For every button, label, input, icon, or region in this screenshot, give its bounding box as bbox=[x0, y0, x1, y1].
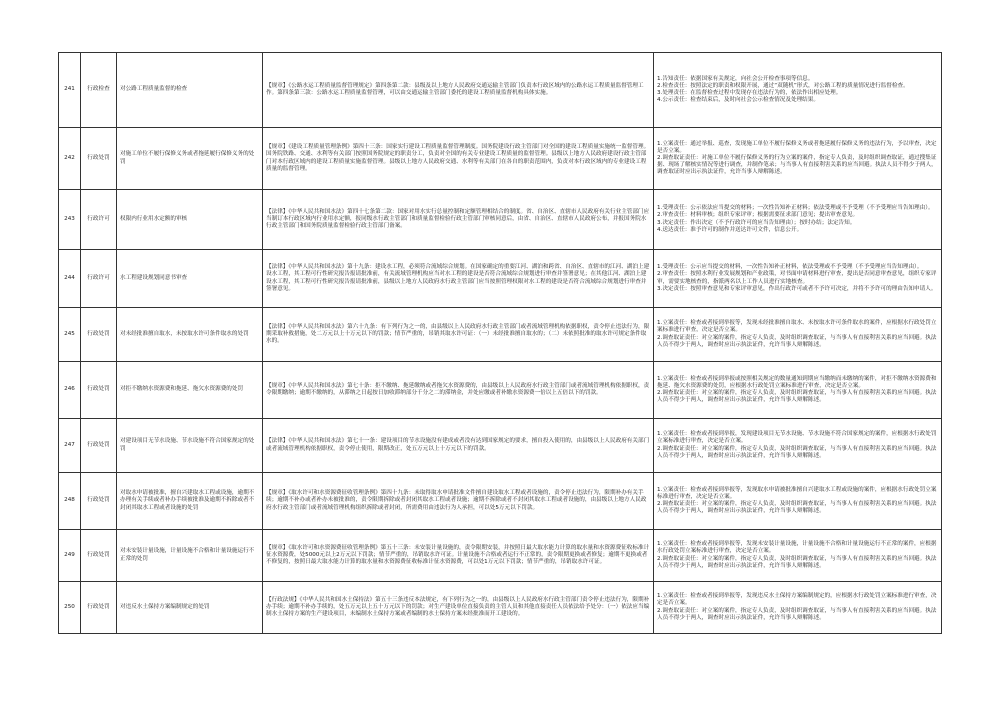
responsibility-items bbox=[654, 362, 942, 419]
item-name: 水工程建设规划同意书审查 bbox=[117, 250, 263, 308]
table-row bbox=[59, 473, 942, 530]
row-number: 241 bbox=[59, 53, 81, 128]
responsibility-line: 4.公示责任：检查结束后，及时向社会公示检查情况及处理结果。 bbox=[657, 97, 819, 104]
legal-basis: 【规章】《中华人民共和国水法》第七十条：拒不缴纳、拖延缴纳或者拖欠水资源费的，由县级以上人民政府水行政主管部门或者流域管理机构依据职权，责令限期缴纳；逾期不缴纳的，从滞纳之日起按日加收滞纳部分千分之二的滞纳金，并处应缴或者补缴水资源费一倍以上五倍以下的罚款。 bbox=[263, 362, 654, 419]
table-row bbox=[59, 308, 942, 362]
table-row bbox=[59, 362, 942, 419]
item-type: 行政检查 bbox=[81, 53, 117, 128]
item-type: 行政处罚 bbox=[81, 308, 117, 362]
item-type: 行政处罚 bbox=[81, 473, 117, 530]
responsibility-line: 2.调查取证责任：对立案的案件，指定专人负责，及时组织调查取证，与当事人有直接利害关系的应当回避。执法人员不得少于两人，调查时应出示执法证件，允许当事人辩解陈述。 bbox=[657, 334, 937, 348]
legal-basis: 【规章】《建设工程质量管理条例》第四十三条：国家实行建设工程质量监督管理制度。国务院建设行政主管部门对全国的建设工程质量实施统一监督管理。国务院铁路、交通、水利等有关部门按照国务院规定的职责分工，负责对全国的有关专业建设工程质量的监督管理。县级以上地方人民政府建设行政主管部门对本行政区域内的建设工程质量实施监督管理。县级以上地方人民政府交通、水利等有关部门在各自的职责范围内，负责对本行政区域内的专业建设工程质量的监督管理。 bbox=[263, 128, 654, 190]
legal-basis: 【法律】《中华人民共和国水法》第六十九条：有下列行为之一的，由县级以上人民政府水行政主管部门或者流域管理机构依据职权，责令停止违法行为，限期采取补救措施，处二万元以上十万元以下的罚款；情节严重的，吊销其取水许可证：（一）未经批准擅自取水的；（二）未依照批准的取水许可规定条件取水的。 bbox=[263, 308, 654, 362]
responsibility-line: 1.立案责任：检查或者接到举报等，发现违反水土保持方案编制规定的，应根据水行政处罚立案标准进行审查，决定是否立案。 bbox=[657, 593, 937, 607]
responsibility-items bbox=[654, 582, 942, 634]
table-body bbox=[59, 53, 942, 634]
legal-basis: 【规章】《取水许可和水资源费征收管理条例》第四十九条：未取得取水申请批准文件擅自建设取水工程或者设施的，责令停止违法行为，限期补办有关手续；逾期不补办或者补办未被批准的，责令限期拆除或者封闭其取水工程或者设施；逾期不拆除或者不封闭其取水工程或者设施的，由县级以上地方人民政府水行政主管部门或者流域管理机构组织拆除或者封闭，所需费用由违法行为人承担，可以处5万元以下罚款。 bbox=[263, 473, 654, 530]
responsibility-items bbox=[654, 250, 942, 308]
responsibility-items bbox=[654, 473, 942, 530]
responsibility-line: 2.调查取证责任：对立案的案件，指定专人负责，及时组织调查取证，与当事人有直接利害关系的应当回避。执法人员不得少于两人，调查时应出示执法证件，允许当事人辩解陈述。 bbox=[657, 555, 937, 569]
row-number: 246 bbox=[59, 362, 81, 419]
table-row bbox=[59, 419, 942, 473]
item-name: 对拒不缴纳水资源费和拖延、拖欠水资源费的处罚 bbox=[117, 362, 263, 419]
responsibility-line: 2.调查取证责任：对立案的案件，指定专人负责，及时组织调查取证，与当事人有直接利害关系的应当回避。执法人员不得少于两人，调查时应出示执法证件，允许当事人辩解陈述。 bbox=[657, 501, 937, 515]
item-name: 对未经批准擅自取水，未按取水许可条件取水的处罚 bbox=[117, 308, 263, 362]
item-type: 行政处罚 bbox=[81, 128, 117, 190]
item-name: 对建设项目无节水设施、节水设施不符合国家规定的处罚 bbox=[117, 419, 263, 473]
item-name: 对施工单位不履行保修义务或者拖延履行保修义务的处罚 bbox=[117, 128, 263, 190]
table-row bbox=[59, 582, 942, 634]
row-number: 250 bbox=[59, 582, 81, 634]
table-row bbox=[59, 190, 942, 250]
row-number: 248 bbox=[59, 473, 81, 530]
item-type: 行政许可 bbox=[81, 250, 117, 308]
responsibility-line: 3.决定责任：作出决定（不予行政许可的应当告知理由）；按时办结；法定告知。 bbox=[657, 219, 856, 226]
responsibility-line: 1.告知责任：依据国家有关规定，向社会公开检查事项等信息。 bbox=[657, 75, 814, 82]
responsibility-line: 2.审查责任：材料审核；组织专家评审；根据需要征求部门意见；提出审查意见。 bbox=[657, 212, 859, 219]
item-type: 行政处罚 bbox=[81, 530, 117, 582]
row-number: 244 bbox=[59, 250, 81, 308]
item-name: 权限内行业用水定额的审核 bbox=[117, 190, 263, 250]
responsibility-line: 2.检查责任：按照法定的职责和权限开展，通过“双随机”形式，对公路工程的质量情况进行监督检查。 bbox=[657, 82, 909, 89]
legal-basis: 【法律】《中华人民共和国水法》第四十七条第二款：国家对用水实行总量控制和定额管理相结合的制度。省、自治区、直辖市人民政府有关行业主管部门应当制订本行政区域内行业用水定额，报同级水行政主管部门和质量监督检验行政主管部门审核同意后，由省、自治区、直辖市人民政府公布，并报国务院水行政主管部门和国务院质量监督检验行政主管部门备案。 bbox=[263, 190, 654, 250]
item-type: 行政处罚 bbox=[81, 419, 117, 473]
responsibility-line: 2.调查取证责任：对施工单位不履行保修义务的行为立案的案件，指定专人负责，及时组织调查取证，通过搜集证据、现场了解核实情况等进行调查，并制作笔录；与当事人有直接利害关系的应当回避。执法人员不得少于两人，调查取证时应出示执法证件，允许当事人辩解陈述。 bbox=[657, 154, 937, 176]
responsibility-line: 2.调查取证责任：对立案的案件，指定专人负责，及时组织调查取证，与当事人有直接利害关系的应当回避。执法人员不得少于两人，调查时应出示执法证件，允许当事人辩解陈述。 bbox=[657, 445, 937, 459]
row-number: 245 bbox=[59, 308, 81, 362]
responsibility-line: 1.立案责任：检查或者接到举报等，发现取水申请被批准擅自兴建取水工程或设施的案件，应根据水行政处罚立案标准进行审查，决定是否立案。 bbox=[657, 486, 937, 500]
table-row bbox=[59, 53, 942, 128]
item-type: 行政许可 bbox=[81, 190, 117, 250]
legal-basis: 【法律】《中华人民共和国水法》第十九条：建设水工程，必须符合流域综合规划。在国家确定的重要江河、湖泊和跨省、自治区、直辖市的江河、湖泊上建设水工程，其工程可行性研究报告报请批准前，有关流域管理机构应当对水工程的建设是否符合流域综合规划进行审查并签署意见；在其他江河、湖泊上建设水工程，其工程可行性研究报告报请批准前，县级以上地方人民政府水行政主管部门应当按照管理权限对水工程的建设是否符合流域综合规划进行审查并签署意见。 bbox=[263, 250, 654, 308]
responsibility-line: 1.立案责任：检查或者接到举报等，发现未经批准擅自取水、未按取水许可条件取水的案件，应根据水行政处罚立案标准进行审查，决定是否立案。 bbox=[657, 320, 937, 334]
item-type: 行政处罚 bbox=[81, 582, 117, 634]
responsibility-items bbox=[654, 53, 942, 128]
responsibility-line: 3.处理责任：在监督检查过程中发现存在违法行为的，依法作出相应处理。 bbox=[657, 90, 842, 96]
item-name: 对公路工程质量监督的检查 bbox=[117, 53, 263, 128]
responsibility-line: 1.受理责任：公示应当提交的材料，一次性告知补正材料，依法受理或不予受理（不予受理应当告知理由）。 bbox=[657, 264, 923, 271]
row-number: 247 bbox=[59, 419, 81, 473]
responsibility-line: 1.立案责任：通过举报、巡查，发现施工单位不履行保修义务或者拖延履行保修义务的违法行为，予以审查，决定是否立案。 bbox=[657, 140, 937, 154]
legal-basis: 【法律】《中华人民共和国水法》第七十一条：建设项目的节水设施没有建成或者没有达到国家规定的要求，擅自投入使用的，由县级以上人民政府有关部门或者流域管理机构依据职权，责令停止使用，限期改正，处五万元以上十万元以下的罚款。 bbox=[263, 419, 654, 473]
table-row bbox=[59, 530, 942, 582]
responsibility-line: 1.立案责任：检查或者接到举报等，发现未安装计量设施，计量设施不合格和计量设施运行不正常的案件，应根据水行政处罚立案标准进行审查，决定是否立案。 bbox=[657, 541, 937, 555]
responsibility-line: 1.立案责任：检查或者接到举报，发现建设项目无节水设施、节水设施不符合国家规定的案件，应根据水行政处罚立案标准进行审查，决定是否立案。 bbox=[657, 431, 937, 445]
legal-basis: 【行政法规】《中华人民共和国水土保持法》第五十三条违反本法规定，有下列行为之一的，由县级以上人民政府水行政主管部门责令停止违法行为，限期补办手续；逾期不补办手续的，处五万元以上五十万元以下的罚款；对生产建设单位直接负责的主管人员和其他直接责任人员依法给予处分：（一）依法应当编制水土保持方案的生产建设项目，未编制水土保持方案或者编制的水土保持方案未经批准而开工建设的。 bbox=[263, 582, 654, 634]
legal-basis: 【规章】《取水许可和水资源费征收管理条例》第五十三条：未安装计量设施的，责令限期安装，并按照日最大取水能力计算的取水量和水资源费征收标准计征水资源费，处5000元以上2万元以下罚款；情节严重的，吊销取水许可证。计量设施不合格或者运行不正常的，责令限期更换或者修复；逾期不更换或者不修复的，按照日最大取水能力计算的取水量和水资源费征收标准计征水资源费，可以处1万元以下罚款；情节严重的，吊销取水许可证。 bbox=[263, 530, 654, 582]
table-row bbox=[59, 250, 942, 308]
responsibility-items bbox=[654, 308, 942, 362]
legal-basis: 【规章】《公路水运工程质量监督管理规定》第四条第二款：县级及以上地方人民政府交通运输主管部门负责本行政区域内的公路水运工程质量监督管理工作。第四条第三款：公路水运工程质量监督管理，可以由交通运输主管部门委托的建设工程质量监督机构具体实施。 bbox=[263, 53, 654, 128]
responsibility-items bbox=[654, 530, 942, 582]
responsibility-table bbox=[58, 52, 942, 634]
responsibility-line: 2.审查责任：按照水利行业发展规划和产业政策，对书面申请材料进行审查，提出是否同意审查意见，组织专家评审，需要实地核查的，指派两名以上工作人员进行实地核查。 bbox=[657, 271, 937, 285]
responsibility-line: 2.调查取证责任：对立案的案件，指定专人负责，及时组织调查取证，与当事人有直接利害关系的应当回避。执法人员不得少于两人，调查时应出示执法证件，允许当事人辩解陈述。 bbox=[657, 390, 937, 404]
responsibility-items bbox=[654, 190, 942, 250]
item-type: 行政处罚 bbox=[81, 362, 117, 419]
responsibility-line: 2.调查取证责任：对立案的案件，指定专人负责，及时组织调查取证，与当事人有直接利害关系的应当回避。执法人员不得少于两人，调查时应出示执法证件，允许当事人辩解陈述。 bbox=[657, 607, 937, 621]
responsibility-line: 1.立案责任：检查或者接到举报或按照相关规定的数量通知到期应当缴纳而未缴纳的案件，对拒不缴纳水资源费和拖延、拖欠水资源费的处罚，应根据水行政处罚立案标准进行审查，决定是否立案。 bbox=[657, 375, 937, 389]
row-number: 249 bbox=[59, 530, 81, 582]
item-name: 对取水申请被批准，擅自兴建取水工程或设施，逾期不办理有关手续或者补办手续被批准及逾期不拆除或者不封闭其取水工程或者设施的处罚 bbox=[117, 473, 263, 530]
responsibility-line: 1.受理责任：公示依法应当提交的材料；一次性告知补正材料；依法受理或不予受理（不予受理应当告知理由）。 bbox=[657, 205, 934, 212]
item-name: 对未安装计量设施，计量设施不合格和计量设施运行不正常的处罚 bbox=[117, 530, 263, 582]
row-number: 243 bbox=[59, 190, 81, 250]
responsibility-line: 4.送达责任：准予许可的制作并送达许可文件，信息公开。 bbox=[657, 226, 803, 233]
item-name: 对违反水土保持方案编制规定的处罚 bbox=[117, 582, 263, 634]
responsibility-line: 3.决定责任：按照审查意见和专家评审意见，作出行政许可或者不予许可决定，并将不予许可的理由告知申请人。 bbox=[657, 285, 937, 292]
table-row bbox=[59, 128, 942, 190]
responsibility-items bbox=[654, 419, 942, 473]
responsibility-items bbox=[654, 128, 942, 190]
row-number: 242 bbox=[59, 128, 81, 190]
